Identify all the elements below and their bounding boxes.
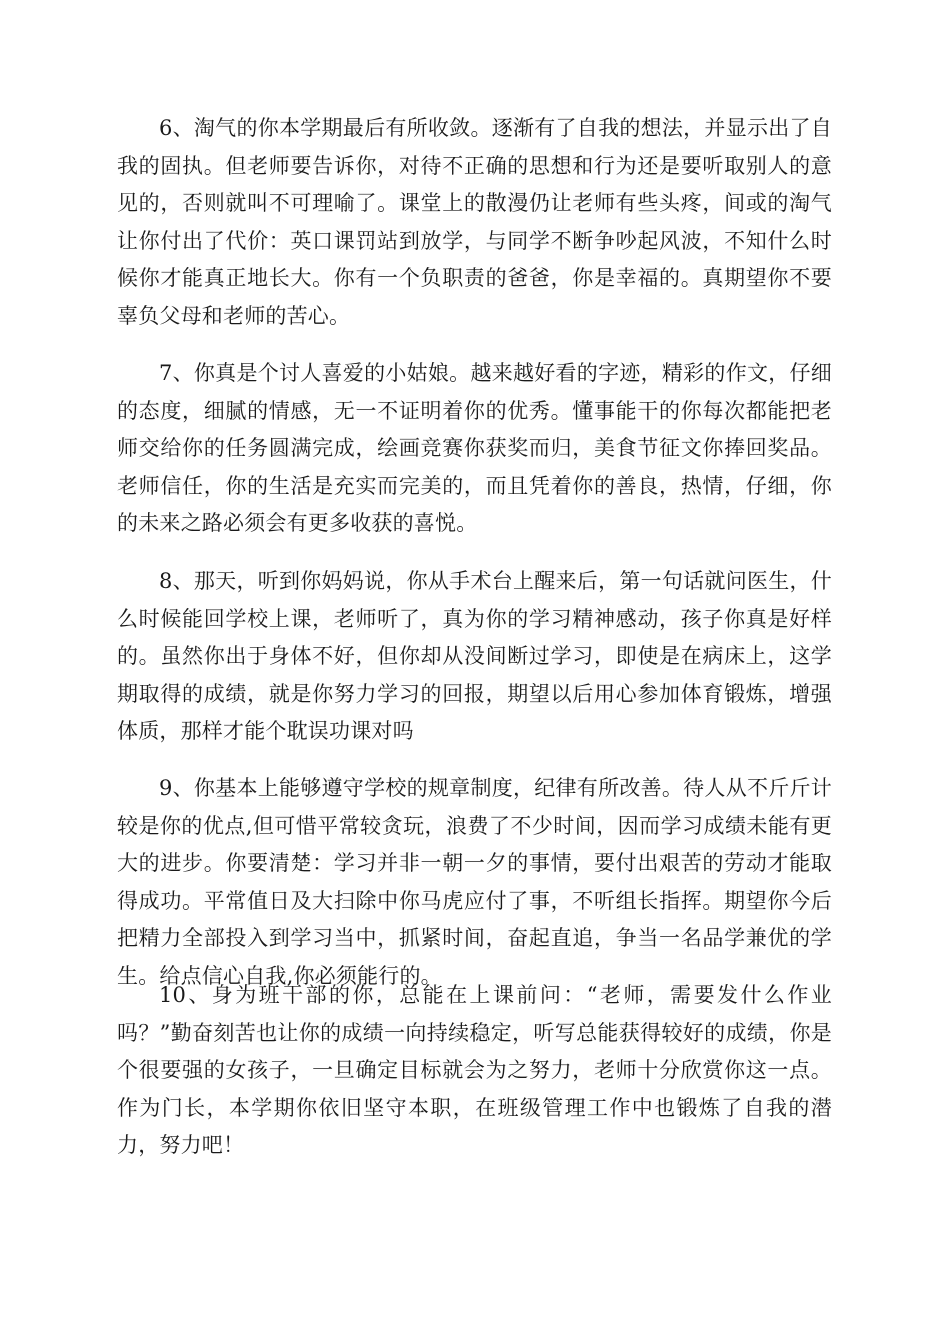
comment-paragraph-8: 8、那天，听到你妈妈说，你从手术台上醒来后，第一句话就问医生，什么时候能回学校上课，老师听了，真为你的学习精神感动，孩子你真是好样的。虽然你出于身体不好，但你却从没间断过学习，即使是在病床上，这学期取得的成绩，就是你努力学习的回报，期望以后用心参加体育锻炼，增强体质，那样才能个耽误功课对吗 [117,569,832,743]
comment-paragraph-10: 10、身为班干部的你，总能在上课前问：“老师，需要发什么作业吗？”勤奋刻苦也让你的成绩一向持续稳定，听写总能获得较好的成绩，你是个很要强的女孩子，一旦确定目标就会为之努力，老师十分欣赏你这一点。作为门长，本学期你依旧坚守本职，在班级管理工作中也锻炼了自我的潜力，努力吧！ [117,983,832,1157]
comment-paragraph-6: 6、淘气的你本学期最后有所收敛。逐渐有了自我的想法，并显示出了自我的固执。但老师要告诉你，对待不正确的思想和行为还是要听取别人的意见的，否则就叫不可理喻了。课堂上的散漫仍让老师有些头疼，间或的淘气让你付出了代价：英口课罚站到放学，与同学不断争吵起风波，不知什么时候你才能真正地长大。你有一个负职责的爸爸，你是幸福的。真期望你不要辜负父母和老师的苦心。 [117,116,832,328]
comment-paragraph-7: 7、你真是个讨人喜爱的小姑娘。越来越好看的字迹，精彩的作文，仔细的态度，细腻的情感，无一不证明着你的优秀。懂事能干的你每次都能把老师交给你的任务圆满完成，绘画竞赛你获奖而归，美食节征文你捧回奖品。老师信任，你的生活是充实而完美的，而且凭着你的善良，热情，仔细，你的未来之路必须会有更多收获的喜悦。 [117,361,832,535]
comment-paragraph-9: 9、你基本上能够遵守学校的规章制度，纪律有所改善。待人从不斤斤计较是你的优点,但可惜平常较贪玩，浪费了不少时间，因而学习成绩未能有更大的进步。你要清楚：学习并非一朝一夕的事情，要付出艰苦的劳动才能取得成功。平常值日及大扫除中你马虎应付了事，不听组长指挥。期望你今后把精力全部投入到学习当中，抓紧时间，奋起直追，争当一名品学兼优的学生。给点信心自我,你必须能行的。 [117,776,832,988]
